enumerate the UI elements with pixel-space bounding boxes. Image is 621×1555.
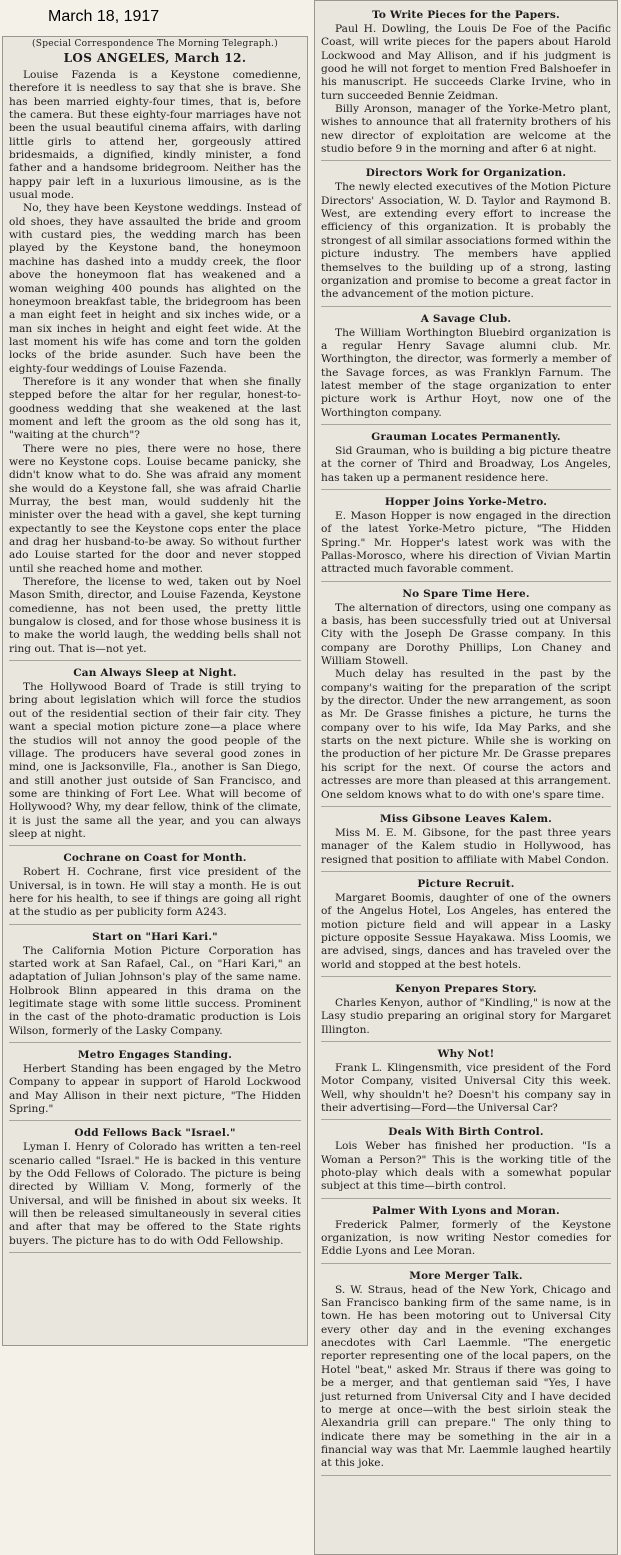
paragraph: The alternation of directors, using one company as a basis, has been successfully tried out at Universal City with the Joseph De Grasse company. In this company are Dorothy Phillips, Lon Chaney and William Stowell. — [321, 601, 611, 668]
article-title: Odd Fellows Back "Israel." — [74, 1127, 236, 1140]
article — [9, 1043, 301, 1121]
paragraph: E. Mason Hopper is now engaged in the direction of the latest Yorke-Metro picture, "The Hidden Spring." Mr. Hopper's latest work was with the Pallas-Morosco, where his direction of Vivian Martin attracted much favorable comment. — [321, 509, 611, 576]
article-title: More Merger Talk. — [409, 1269, 523, 1282]
article — [321, 582, 611, 807]
article-title: Why Not! — [437, 1047, 495, 1060]
paragraph: Miss M. E. M. Gibsone, for the past three years manager of the Kalem studio in Hollywood, has resigned that position to affiliate with Mabel Condon. — [321, 826, 611, 866]
paragraph: Paul H. Dowling, the Louis De Foe of the Pacific Coast, will write pieces for the papers about Harold Lockwood and May Allison, and if his judgment is good he will not forget to mention Fred Balshoefer in his manuscript. He succeeds Clarke Irvine, who in turn succeeded Bennie Zeidman. — [321, 23, 611, 102]
clipping-date: March 18, 1917 — [48, 8, 160, 25]
article-title: Deals With Birth Control. — [388, 1126, 544, 1139]
article-title: Can Always Sleep at Night. — [73, 667, 237, 680]
paragraph: Louise Fazenda is a Keystone comedienne, therefore it is needless to say that she is brave. She has been married eighty-four times, that is, before the camera. But these eighty-four marriages have not been the usual beautiful cinema affairs, with darling little girls to attend her, gorgeously attired bridesmaids, a dignified, kindly minister, a fond father and a handsome bridegroom. Neither has the happy pair left in a luxurious limousine, as is the usual mode. — [9, 69, 301, 202]
article — [321, 425, 611, 490]
article — [321, 807, 611, 872]
paragraph: Therefore, the license to wed, taken out by Noel Mason Smith, director, and Louise Fazenda, Keystone comedienne, has not been used, the pretty little bungalow is closed, and for those whose business it is to make the world laugh, the wedding bells shall not ring out. That is—not yet. — [9, 576, 301, 655]
paragraph: The William Worthington Bluebird organization is a regular Henry Savage alumni club. Mr. Worthington, the director, was formerly a member of the Savage forces, as was Franklyn Farnum. The latest member of the stage organization to enter picture work is Arthur Hoyt, now one of the Worthington company. — [321, 326, 611, 419]
paragraph: Charles Kenyon, author of "Kindling," is now at the Lasy studio preparing an original story for Margaret Illington. — [321, 996, 611, 1036]
article — [321, 1042, 611, 1120]
paragraph: S. W. Straus, head of the New York, Chicago and San Francisco banking firm of the same name, is in town. He has been motoring out to Universal City every other day and in the evening exchanges anecdotes with Carl Laemmle. "The energetic reporter representing one of the local papers, on the Hotel "beat," asked Mr. Straus if there was going to be a merger, and that gentleman said "Yes, I have just returned from Universal City and I have decided to merge at once—with the best sirloin steak the Alexandria grill can prepare." The only thing to indicate there may be something in the air in a financial way was that Mr. Laemmle laughed heartily at this joke. — [321, 1283, 611, 1470]
lead-story — [9, 66, 301, 661]
article-title: Picture Recruit. — [417, 877, 515, 890]
right-column — [314, 0, 618, 1555]
article — [321, 307, 611, 425]
paragraph: Lois Weber has finished her production. "Is a Woman a Person?" This is the working title of the photo-play which deals with a somewhat popular subject at this time—birth control. — [321, 1140, 611, 1193]
article-title: Miss Gibsone Leaves Kalem. — [379, 812, 553, 825]
article — [321, 161, 611, 306]
article-title: Hopper Joins Yorke-Metro. — [384, 495, 548, 508]
article-title: Directors Work for Organization. — [365, 167, 567, 180]
article — [321, 1120, 611, 1198]
paragraph: Herbert Standing has been engaged by the Metro Company to appear in support of Harold Lockwood and May Allison in their next picture, "The Hidden Spring." — [9, 1063, 301, 1116]
article-title: Cochrane on Coast for Month. — [63, 852, 247, 865]
paragraph: Margaret Boomis, daughter of one of the owners of the Angelus Hotel, Los Angeles, has entered the motion picture field and will appear in a Lasky picture opposite Sessue Hayakawa. Miss Loomis, we are advised, sings, dances and has traveled over the world and stopped at the best hotels. — [321, 891, 611, 971]
article-title: Kenyon Prepares Story. — [395, 982, 537, 995]
article-title: Grauman Locates Permanently. — [371, 430, 561, 443]
paragraph: Much delay has resulted in the past by the company's waiting for the preparation of the script by the director. Under the new arrangement, as soon as Mr. De Grasse finishes a picture, he turns the company over to his wife, Ida May Parks, and she starts on the next picture. While she is working on the production of her picture Mr. De Grasse prepares his script for the next. Of course the actors and actresses are more than pleased at this arrangement. One seldom knows what to do with one's spare time. — [321, 668, 611, 801]
article-title: Start on "Hari Kari." — [92, 930, 218, 943]
article — [9, 661, 301, 846]
left-column — [2, 36, 308, 1346]
paragraph: Sid Grauman, who is building a big picture theatre at the corner of Third and Broadway, Los Angeles, has taken up a permanent residence here. — [321, 444, 611, 484]
paragraph: The newly elected executives of the Motion Picture Directors' Association, W. D. Taylor and Raymond B. West, are extending every effort to increase the efficiency of this organization. It is probably the strongest of all similar associations formed within the picture industry. The members have applied themselves to the building up of a strong, lasting organization and promise to become a great factor in the advancement of the motion picture. — [321, 181, 611, 301]
article — [321, 490, 611, 582]
article-title: No Spare Time Here. — [402, 587, 530, 600]
article — [321, 3, 611, 161]
article — [9, 1121, 301, 1253]
paragraph: Lyman I. Henry of Colorado has written a ten-reel scenario called "Israel." He is backed in this venture by the Odd Fellows of Colorado. The picture is being directed by William V. Mong, formerly of the Universal, and will be finished in about six weeks. It will then be released simultaneously in several cities and after that may be offered to the State rights buyers. The picture has to do with Odd Fellowship. — [9, 1141, 301, 1247]
paragraph: No, they have been Keystone weddings. Instead of old shoes, they have assaulted the bride and groom with custard pies, the wedding march has been played by the Keystone band, the honeymoon machine has dashed into a muddy creek, the floor above the honeymoon flat has weakened and a woman weighing 400 pounds has alighted on the honeymoon breakfast table, the bridegroom has been a man eight feet in height and six inches wide, or a man six inches in height and eight feet wide. At the last moment his wife has come and torn the golden locks of the bride asunder. Such have been the eighty-four weddings of Louise Fazenda. — [9, 202, 301, 375]
paragraph: Robert H. Cochrane, first vice president of the Universal, is in town. He will stay a month. He is out here for his health, to see if things are going all right at the studio as per publicity form A243. — [9, 866, 301, 919]
article — [9, 846, 301, 924]
credit-line: (Special Correspondence The Morning Telegraph.) — [31, 39, 279, 49]
paragraph: Frank L. Klingensmith, vice president of the Ford Motor Company, visited Universal City this week. Well, why shouldn't he? Doesn't his company say in their advertising—Ford—the Universal Car? — [321, 1061, 611, 1114]
article-title: Palmer With Lyons and Moran. — [372, 1204, 560, 1217]
article-title: A Savage Club. — [420, 312, 512, 325]
article — [9, 925, 301, 1043]
paragraph: There were no pies, there were no hose, there were no Keystone cops. Louise became panicky, she didn't know what to do. She was afraid any moment she would do a Keystone fall, she was afraid Charlie Murray, the best man, would suddenly hit the minister over the head with a gavel, she kept turning expectantly to see the Keystone cops enter the place and drag her husband-to-be away. So without further ado Louise started for the door and never stopped until she reached home and mother. — [9, 442, 301, 575]
article-title: Metro Engages Standing. — [77, 1049, 233, 1062]
article — [321, 872, 611, 977]
article — [321, 1199, 611, 1264]
paragraph: Frederick Palmer, formerly of the Keystone organization, is now writing Nestor comedies for Eddie Lyons and Lee Moran. — [321, 1218, 611, 1258]
dateline: LOS ANGELES, March 12. — [63, 51, 247, 65]
article — [321, 1264, 611, 1476]
paragraph: Billy Aronson, manager of the Yorke-Metro plant, wishes to announce that all fraternity brothers of his new director of exploitation are welcome at the studio before 9 in the morning and after 6 at night. — [321, 103, 611, 156]
paragraph: The Hollywood Board of Trade is still trying to bring about legislation which will force the studios out of the residential section of their fair city. They want a special motion picture zone—a place where the studios will not annoy the good people of the village. The producers have several good zones in mind, one is Jacksonville, Fla., another is San Diego, and still another just outside of San Francisco, and some are thinking of Fort Lee. What will become of Hollywood? Why, my dear fellow, think of the climate, it is just the same all the year, and you can always sleep at night. — [9, 681, 301, 840]
paragraph: Therefore is it any wonder that when she finally stepped before the altar for her regular, honest-to-goodness wedding that she weakened at the last moment and left the groom as the old song has it, "waiting at the church"? — [9, 375, 301, 442]
article-title: To Write Pieces for the Papers. — [372, 9, 560, 21]
paragraph: The California Motion Picture Corporation has started work at San Rafael, Cal., on "Hari Kari," an adaptation of Julian Johnson's play of the same name. Holbrook Blinn appeared in this drama on the legitimate stage with some little success. Prominent in the cast of the photo-dramatic production is Lois Wilson, formerly of the Lasky Company. — [9, 944, 301, 1037]
article — [321, 977, 611, 1042]
